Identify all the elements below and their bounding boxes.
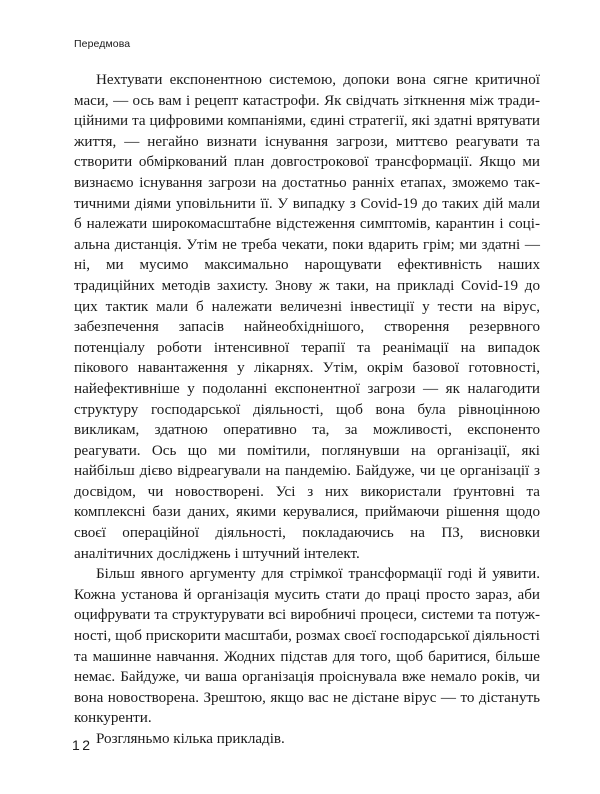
paragraph-2: Більш явного аргументу для стрімкої трансформації годі й уявити. Кожна установа й організація мусить стати до праці просто зараз, аби оцифрувати та структурувати всі виробничі процеси, системи та потужності, щоб прискорити масштаби, розмах своєї господарської діяльності та машинне навчання. Жодних підстав для того, щоб баритися, більше немає. Байдуже, чи ваша організація проіснувала вже немало років, чи вона новостворена. Зрештою, якщо вас не дістане вірус — то дістануть конкуренти.	[74, 566, 540, 727]
running-head: Передмова	[74, 38, 131, 50]
body-text	[74, 70, 540, 750]
paragraph-1: Нехтувати експонентною системою, допоки вона сягне критичної маси, — ось вам і рецепт катастрофи. Як свідчать зіткнення між традиційними та цифровими компаніями, єдині стратегії, які здатні врятувати життя, — негайно визнати існування загрози, миттєво реагувати та створити обміркований план довгострокової трансформації. Якщо ми визнаємо існування загрози на достатньо ранніх етапах, зможемо тактичними діями уповільнити її. У випадку з Covid-19 до таких дій мали б належати широкомасштабне відстеження симптомів, карантин і соціальна дистанція. Утім не треба чекати, поки вдарить грім; ми здатні — ні, ми мусимо максимально нарощувати ефективність наших традиційних методів захисту. Знову ж таки, на прикладі Covid-19 до цих тактик мали б належати величезні інвестиції у тести на вірус, забезпечення запасів найнеобхіднішого, створення резервного потенціалу роботи інтенсивної терапії та реанімації на випадок пікового навантаження у лікарнях. Утім, окрім базової готовності, найефективніше у подоланні експонентної загрози — як налагодити структуру господарської діяльності, щоб вона була рівноцінною викликам, здатною оперативно та, за можливості, експоненто реагувати. Ось що ми помітили, поглянувши на організації, які найбільш дієво відреагували на пандемію. Байдуже, чи це організації з досвідом, чи новостворені. Усі з них використали ґрунтовні та комплексні бази даних, якими керувалися, приймаючи рішення щодо своєї операційної діяльності, покладаючись на ПЗ, висновки аналітичних досліджень і штучний інтелект.	[74, 72, 540, 562]
page-number: 12	[72, 737, 93, 753]
paragraph-3: Розгляньмо кілька прикладів.	[96, 731, 285, 747]
